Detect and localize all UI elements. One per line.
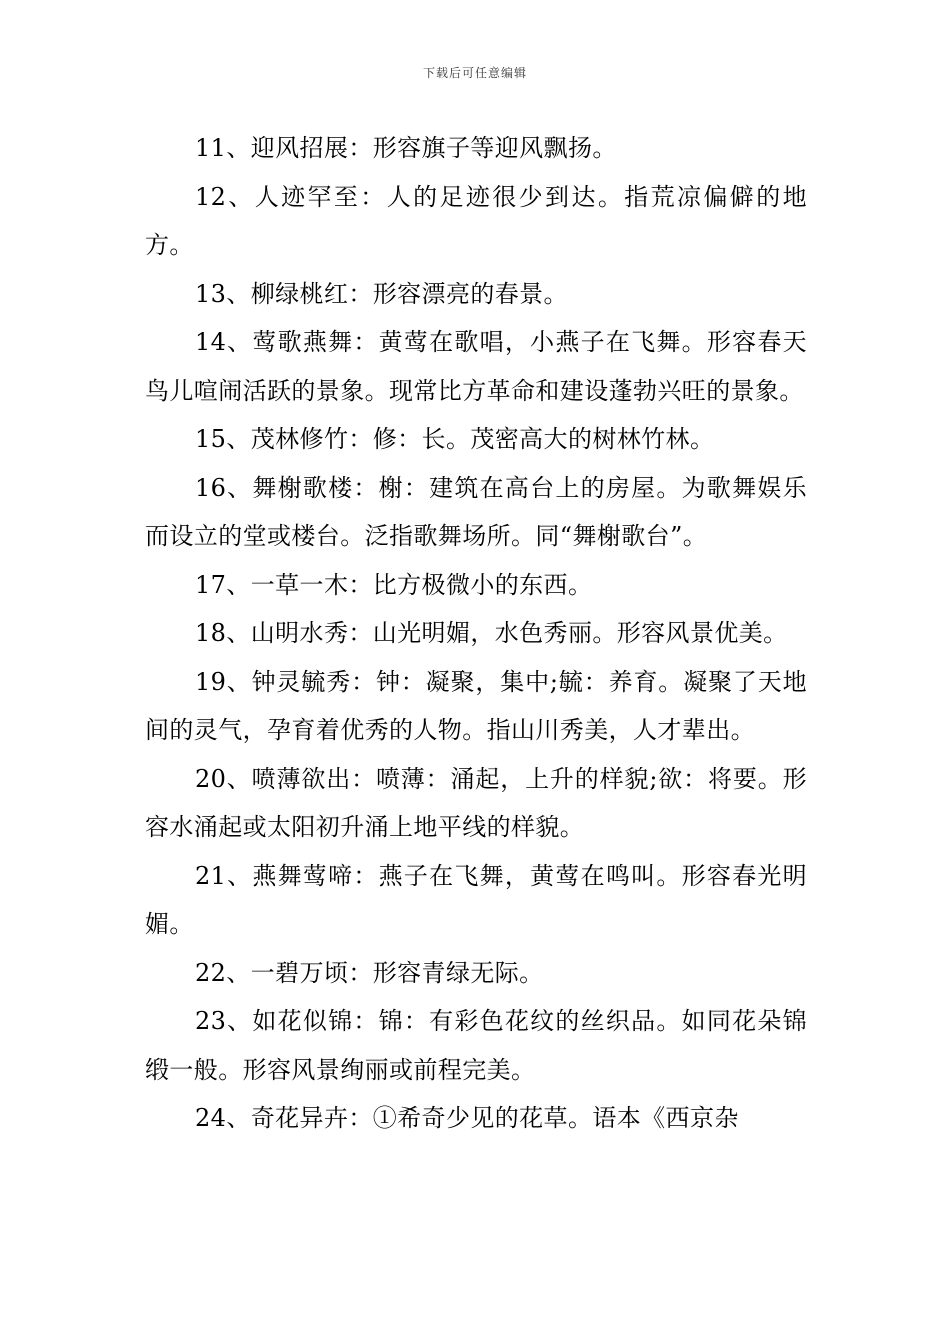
- idiom-entry-22: 22、一碧万顷：形容青绿无际。: [195, 958, 544, 987]
- idiom-entry-13: 13、柳绿桃红：形容漂亮的春景。: [195, 279, 568, 308]
- idiom-entry-16: 16、舞榭歌楼：榭：建筑在高台上的房屋。为歌舞娱乐而设立的堂或楼台。泛指歌舞场所。同“舞榭歌台”。: [145, 473, 807, 550]
- idiom-entry-23: 23、如花似锦：锦：有彩色花纹的丝织品。如同花朵锦缎一般。形容风景绚丽或前程完美。: [145, 1007, 807, 1084]
- idiom-entry-15: 15、茂林修竹：修：长。茂密高大的树林竹林。: [195, 425, 715, 453]
- idiom-entry-14: 14、莺歌燕舞：黄莺在歌唱，小燕子在飞舞。形容春天鸟儿喧闹活跃的景象。现常比方革命和建设蓬勃兴旺的景象。: [145, 328, 807, 405]
- idiom-entry-12: 12、人迹罕至：人的足迹很少到达。指荒凉偏僻的地方。: [145, 182, 807, 259]
- idiom-entry-17: 17、一草一木：比方极微小的东西。: [195, 570, 593, 599]
- idiom-entry-24: 24、奇花异卉：①希奇少见的花草。语本《西京杂: [195, 1104, 739, 1132]
- idiom-entry-21: 21、燕舞莺啼：燕子在飞舞，黄莺在鸣叫。形容春光明媚。: [145, 861, 807, 938]
- idiom-entry-20: 20、喷薄欲出：喷薄：涌起，上升的样貌;欲：将要。形容水涌起或太阳初升涌上地平线的样貌。: [145, 764, 807, 841]
- idiom-entry-11: 11、迎风招展：形容旗子等迎风飘扬。: [195, 134, 617, 162]
- document-body: [145, 124, 807, 1143]
- idiom-entry-19: 19、钟灵毓秀：钟：凝聚，集中;毓：养育。凝聚了天地间的灵气，孕育着优秀的人物。指山川秀美，人才辈出。: [145, 667, 807, 744]
- idiom-entry-18: 18、山明水秀：山光明媚，水色秀丽。形容风景优美。: [195, 619, 788, 647]
- page-header: 下载后可任意编辑: [422, 66, 527, 80]
